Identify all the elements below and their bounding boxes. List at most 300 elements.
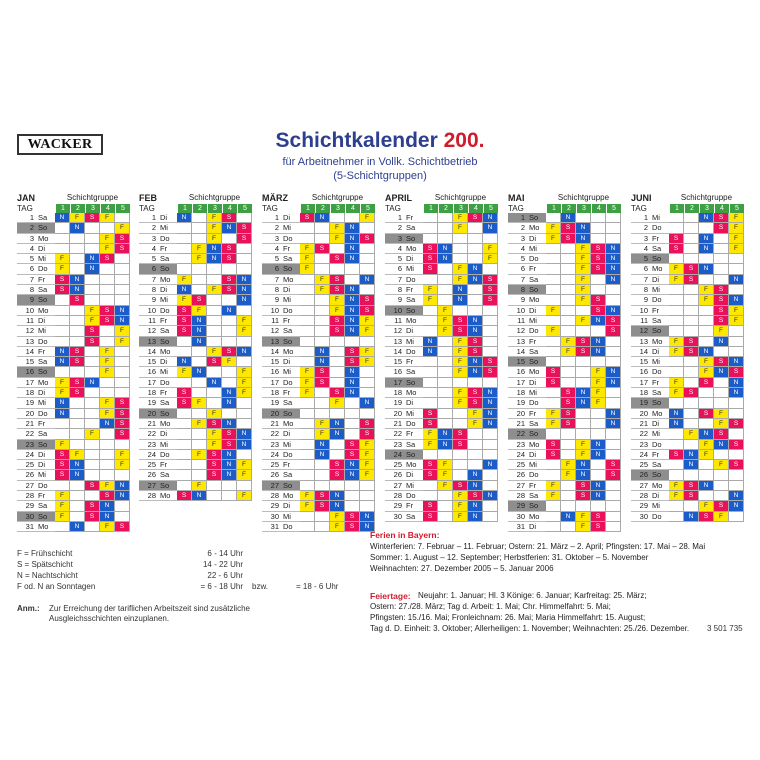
day-number: 27	[262, 481, 281, 491]
day-number: 1	[385, 213, 404, 223]
shift-cell: N	[192, 316, 207, 326]
shift-cell	[561, 306, 576, 316]
group-number: 2	[192, 204, 207, 213]
day-row	[262, 326, 375, 336]
shift-cell	[606, 295, 621, 305]
day-number: 12	[631, 326, 650, 336]
shift-cell: N	[192, 337, 207, 347]
shift-cell	[606, 223, 621, 233]
day-row	[508, 337, 621, 347]
shift-cell	[330, 337, 345, 347]
day-row	[631, 347, 744, 357]
group-number: 2	[315, 204, 330, 213]
day-row	[262, 254, 375, 264]
shift-cell	[315, 264, 330, 274]
shift-cell	[684, 295, 699, 305]
shift-cell	[546, 470, 561, 480]
shift-cell: S	[546, 450, 561, 460]
shift-cell	[606, 512, 621, 522]
shift-cell	[591, 357, 606, 367]
day-number: 20	[139, 409, 158, 419]
shift-cell	[699, 275, 714, 285]
shift-cell	[70, 501, 85, 511]
shift-cell: N	[55, 213, 70, 223]
shift-cell	[115, 295, 130, 305]
shift-cell	[483, 450, 498, 460]
group-number: 1	[300, 204, 315, 213]
weekday: Di	[281, 285, 300, 295]
shift-cell: F	[561, 460, 576, 470]
day-number: 29	[508, 501, 527, 511]
shift-cell: N	[222, 470, 237, 480]
weekday: Mi	[36, 470, 55, 480]
day-number: 4	[631, 244, 650, 254]
day-row	[508, 398, 621, 408]
shift-cell	[483, 306, 498, 316]
shift-cell	[561, 491, 576, 501]
day-number: 2	[139, 223, 158, 233]
shift-cell: S	[192, 295, 207, 305]
shift-cell	[684, 244, 699, 254]
shift-cell	[546, 460, 561, 470]
month-name: MÄRZ	[262, 193, 288, 203]
shift-cell	[85, 367, 100, 377]
shift-cell	[360, 367, 375, 377]
weekday: Mo	[404, 460, 423, 470]
shift-cell: S	[70, 347, 85, 357]
shift-cell	[177, 234, 192, 244]
shift-cell	[237, 306, 252, 316]
day-number: 23	[262, 440, 281, 450]
weekday: Do	[650, 367, 669, 377]
day-row	[139, 264, 252, 274]
shift-cell	[684, 285, 699, 295]
shift-cell	[315, 460, 330, 470]
shift-cell	[468, 223, 483, 233]
shift-cell	[177, 264, 192, 274]
weekday: Di	[650, 419, 669, 429]
day-row	[508, 285, 621, 295]
day-row	[385, 306, 498, 316]
shift-cell: F	[360, 460, 375, 470]
shift-cell: N	[345, 285, 360, 295]
shift-cell: S	[714, 285, 729, 295]
day-number: 18	[385, 388, 404, 398]
shift-cell	[714, 264, 729, 274]
shift-cell	[669, 326, 684, 336]
shift-cell	[70, 367, 85, 377]
shift-cell	[207, 481, 222, 491]
shift-cell: S	[423, 512, 438, 522]
day-number: 18	[17, 388, 36, 398]
shift-cell: F	[207, 440, 222, 450]
weekday: Do	[158, 306, 177, 316]
month-header	[139, 193, 252, 204]
shift-cell: N	[100, 419, 115, 429]
shift-cell	[714, 244, 729, 254]
shift-cell: F	[546, 409, 561, 419]
day-row	[508, 409, 621, 419]
weekday: Sa	[36, 357, 55, 367]
weekday: Di	[404, 398, 423, 408]
shift-cell	[546, 316, 561, 326]
shift-cell: S	[330, 275, 345, 285]
shift-cell: N	[315, 357, 330, 367]
day-row	[17, 450, 130, 460]
shift-cell: N	[222, 419, 237, 429]
shift-cell	[315, 254, 330, 264]
shift-cell: S	[55, 470, 70, 480]
shift-cell: F	[315, 419, 330, 429]
shift-cell	[699, 316, 714, 326]
day-number: 27	[139, 481, 158, 491]
shift-cell: N	[330, 429, 345, 439]
day-number: 11	[508, 316, 527, 326]
shift-cell: N	[483, 491, 498, 501]
weekday: Sa	[404, 440, 423, 450]
shift-cell: S	[714, 429, 729, 439]
day-row	[139, 398, 252, 408]
shift-cell: S	[714, 316, 729, 326]
shift-cell	[330, 409, 345, 419]
shift-cell	[192, 213, 207, 223]
day-row	[508, 440, 621, 450]
remark-line-1: Zur Erreichung der tariflichen Arbeitszeit sind zusätzliche	[49, 604, 250, 613]
shift-cell	[70, 326, 85, 336]
shift-cell: N	[606, 244, 621, 254]
day-number: 7	[508, 275, 527, 285]
day-number: 8	[508, 285, 527, 295]
shift-cell: F	[684, 429, 699, 439]
shift-cell: F	[115, 450, 130, 460]
shift-cell	[207, 337, 222, 347]
shift-cell: F	[699, 357, 714, 367]
group-number: 1	[669, 204, 684, 213]
shift-cell	[546, 285, 561, 295]
shift-cell	[222, 409, 237, 419]
day-number: 5	[631, 254, 650, 264]
weekday: Di	[36, 244, 55, 254]
shift-cell	[729, 337, 744, 347]
shift-cell	[423, 306, 438, 316]
shift-cell	[438, 409, 453, 419]
shift-cell	[606, 440, 621, 450]
shift-cell: F	[100, 357, 115, 367]
shift-cell: N	[177, 357, 192, 367]
shift-cell: S	[591, 295, 606, 305]
shift-cell: N	[345, 326, 360, 336]
weekday: Di	[36, 316, 55, 326]
weekday: Mo	[527, 223, 546, 233]
shift-cell	[315, 306, 330, 316]
day-number: 7	[17, 275, 36, 285]
shift-cell: S	[55, 450, 70, 460]
weekday: So	[527, 213, 546, 223]
day-row	[631, 450, 744, 460]
shift-cell	[669, 367, 684, 377]
day-number: 1	[139, 213, 158, 223]
shift-cell	[360, 491, 375, 501]
shift-cell: F	[699, 367, 714, 377]
weekday: Mo	[650, 337, 669, 347]
shift-cell	[453, 470, 468, 480]
shift-cell: S	[729, 367, 744, 377]
shift-cell: N	[177, 213, 192, 223]
shift-cell: F	[591, 388, 606, 398]
shift-cell	[453, 234, 468, 244]
shift-cell: N	[237, 295, 252, 305]
shift-cell	[237, 398, 252, 408]
shift-cell: N	[438, 254, 453, 264]
legend-time-f: 6 - 14 Uhr	[207, 549, 243, 558]
day-number: 30	[631, 512, 650, 522]
weekday: Mi	[281, 512, 300, 522]
day-row	[385, 367, 498, 377]
weekday: Mi	[158, 367, 177, 377]
weekday: Fr	[404, 357, 423, 367]
shift-cell	[315, 295, 330, 305]
shift-cell: N	[669, 409, 684, 419]
shift-cell	[546, 388, 561, 398]
day-number: 23	[508, 440, 527, 450]
shift-cell	[591, 213, 606, 223]
shift-cell: S	[222, 429, 237, 439]
day-number: 10	[262, 306, 281, 316]
weekday: Di	[527, 450, 546, 460]
group-number: 4	[714, 204, 729, 213]
day-number: 2	[508, 223, 527, 233]
shift-cell: F	[423, 295, 438, 305]
day-row	[139, 409, 252, 419]
weekday: So	[527, 357, 546, 367]
shift-cell: N	[345, 378, 360, 388]
shift-cell: S	[330, 254, 345, 264]
weekday: Do	[158, 378, 177, 388]
shift-cell	[729, 347, 744, 357]
group-number: 4	[222, 204, 237, 213]
shift-cell: N	[192, 491, 207, 501]
shift-cell: S	[483, 295, 498, 305]
day-row	[385, 316, 498, 326]
shift-cell	[684, 213, 699, 223]
shift-cell: N	[237, 440, 252, 450]
shift-cell	[606, 234, 621, 244]
day-number: 6	[139, 264, 158, 274]
shift-cell: F	[669, 388, 684, 398]
shift-cell	[300, 295, 315, 305]
shift-cell: S	[423, 409, 438, 419]
shift-cell: N	[237, 275, 252, 285]
day-row	[17, 481, 130, 491]
shift-cell: S	[714, 357, 729, 367]
shift-cell: N	[345, 234, 360, 244]
shift-cell: S	[345, 440, 360, 450]
shift-cell: F	[591, 367, 606, 377]
shift-cell: F	[576, 450, 591, 460]
shift-cell	[546, 429, 561, 439]
shift-cell: F	[192, 254, 207, 264]
day-row	[385, 223, 498, 233]
shift-cell: N	[345, 316, 360, 326]
day-number: 8	[262, 285, 281, 295]
day-number: 9	[262, 295, 281, 305]
shift-cell: F	[100, 234, 115, 244]
shift-cell	[345, 337, 360, 347]
weekday: Fr	[404, 429, 423, 439]
day-number: 18	[631, 388, 650, 398]
weekday: Mo	[650, 409, 669, 419]
day-row	[262, 481, 375, 491]
day-number: 12	[385, 326, 404, 336]
shift-cell: S	[70, 378, 85, 388]
shift-cell: F	[100, 481, 115, 491]
day-number: 25	[508, 460, 527, 470]
shift-cell	[115, 213, 130, 223]
shift-cell: N	[576, 388, 591, 398]
shift-cell: F	[192, 244, 207, 254]
shift-cell: F	[330, 223, 345, 233]
day-number: 14	[262, 347, 281, 357]
day-number: 19	[385, 398, 404, 408]
day-number: 29	[631, 501, 650, 511]
shift-cell	[561, 378, 576, 388]
shift-cell: S	[115, 522, 130, 532]
weekday: Sa	[36, 501, 55, 511]
shift-cell	[606, 522, 621, 532]
shift-cell: S	[606, 316, 621, 326]
shift-cell	[177, 440, 192, 450]
weekday: Fr	[158, 244, 177, 254]
day-row	[508, 223, 621, 233]
shift-cell: S	[100, 491, 115, 501]
weekday: Sa	[527, 491, 546, 501]
shift-cell: F	[669, 378, 684, 388]
day-number: 21	[631, 419, 650, 429]
shift-cell: S	[714, 501, 729, 511]
shift-cell: F	[177, 275, 192, 285]
weekday: Mi	[650, 429, 669, 439]
shift-cell	[300, 275, 315, 285]
weekday: So	[158, 481, 177, 491]
weekday: Do	[527, 254, 546, 264]
shift-cell	[192, 440, 207, 450]
weekday: Mi	[281, 367, 300, 377]
shift-cell	[684, 357, 699, 367]
shift-cell	[423, 378, 438, 388]
day-number: 6	[508, 264, 527, 274]
shift-cell: N	[483, 213, 498, 223]
day-number: 15	[262, 357, 281, 367]
shift-cell	[483, 378, 498, 388]
schichtgruppe-label: Schichtgruppe	[311, 193, 364, 202]
shift-cell: N	[237, 285, 252, 295]
day-number: 24	[631, 450, 650, 460]
shift-cell	[330, 357, 345, 367]
shift-cell: S	[70, 357, 85, 367]
shift-cell: N	[669, 419, 684, 429]
day-number: 4	[262, 244, 281, 254]
shift-cell	[438, 295, 453, 305]
shift-cell	[576, 213, 591, 223]
weekday: Di	[158, 285, 177, 295]
shift-cell	[483, 501, 498, 511]
weekday: So	[650, 470, 669, 480]
shift-cell	[546, 337, 561, 347]
weekday: So	[404, 450, 423, 460]
weekday: Di	[527, 306, 546, 316]
tag-label: TAG	[385, 204, 401, 213]
day-number: 28	[139, 491, 158, 501]
day-row	[262, 460, 375, 470]
shift-cell: S	[345, 357, 360, 367]
shift-cell: F	[207, 223, 222, 233]
legend-bzw: bzw.	[252, 582, 269, 591]
shift-cell	[468, 234, 483, 244]
day-number: 15	[508, 357, 527, 367]
shift-cell	[315, 398, 330, 408]
shift-cell	[546, 357, 561, 367]
day-number: 12	[262, 326, 281, 336]
day-row	[631, 512, 744, 522]
shift-cell	[207, 306, 222, 316]
shift-cell: F	[115, 223, 130, 233]
shift-cell: N	[576, 234, 591, 244]
day-number: 23	[139, 440, 158, 450]
day-number: 6	[262, 264, 281, 274]
day-number: 13	[508, 337, 527, 347]
weekday: Mo	[404, 388, 423, 398]
group-number: 2	[684, 204, 699, 213]
shift-cell	[345, 481, 360, 491]
weekday: Do	[404, 419, 423, 429]
weekday: Fr	[158, 460, 177, 470]
weekday: Mo	[404, 244, 423, 254]
shift-cell: F	[360, 440, 375, 450]
shift-cell	[70, 481, 85, 491]
shift-cell	[85, 388, 100, 398]
weekday: Sa	[527, 347, 546, 357]
day-row	[508, 347, 621, 357]
shift-cell: S	[591, 522, 606, 532]
shift-cell	[55, 306, 70, 316]
shift-cell	[300, 285, 315, 295]
day-row	[385, 275, 498, 285]
shift-cell	[360, 388, 375, 398]
day-row	[17, 326, 130, 336]
shift-cell	[345, 398, 360, 408]
shift-cell	[330, 450, 345, 460]
day-row	[508, 316, 621, 326]
day-row	[508, 326, 621, 336]
shift-cell: F	[453, 264, 468, 274]
shift-cell	[546, 295, 561, 305]
shift-cell: F	[453, 388, 468, 398]
shift-cell: F	[237, 491, 252, 501]
shift-cell	[438, 450, 453, 460]
group-number: 4	[468, 204, 483, 213]
weekday: Fr	[36, 347, 55, 357]
shift-cell	[360, 223, 375, 233]
shift-cell: F	[561, 347, 576, 357]
shift-cell	[70, 398, 85, 408]
shift-cell	[453, 378, 468, 388]
shift-cell	[453, 409, 468, 419]
shift-cell: F	[315, 285, 330, 295]
shift-cell: N	[729, 357, 744, 367]
shift-cell	[423, 326, 438, 336]
day-row	[508, 213, 621, 223]
shift-cell: F	[207, 285, 222, 295]
